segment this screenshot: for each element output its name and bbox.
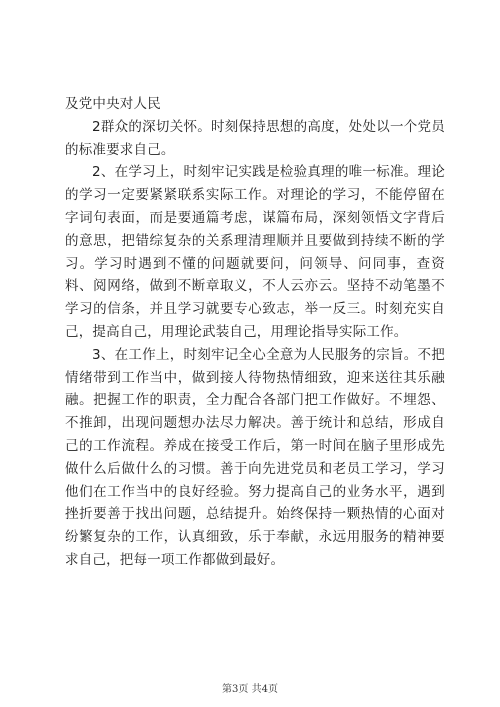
page-footer: 第3页 共4页 xyxy=(222,684,278,695)
paragraph-item-2-intro: 2群众的深切关怀。时刻保持思想的高度，处处以一个党员的标准要求自己。 xyxy=(65,118,445,158)
paragraph-study: 2、在学习上，时刻牢记实践是检验真理的唯一标准。理论的学习一定要紧紧联系实际工作。对理论的学习，不能停留在字词句表面，而是要通篇考虑，谋篇布局，深刻领悟文字背后的意思，把错综复杂的关系理清理顺并且要做到持续不断的学习。学习时遇到不懂的问题就要问，问领导、问同事，查资料、阅网络，做到不断章取义，不人云亦云。坚持不动笔墨不学习的信条，并且学习就要专心致志，举一反三。时刻充实自己，提高自己，用理论武装自己，用理论指导实际工作。 xyxy=(65,164,445,340)
paragraph-work: 3、在工作上，时刻牢记全心全意为人民服务的宗旨。不把情绪带到工作当中，做到接人待物热情细致，迎来送往其乐融融。把握工作的职责，全力配合各部门把工作做好。不埋怨、不推卸，出现问题想办法尽力解决。善于统计和总结，形成自己的工作流程。养成在接受工作后，第一时间在脑子里形成先做什么后做什么的习惯。善于向先进党员和老员工学习，学习他们在工作当中的良好经验。努力提高自己的业务水平，遇到挫折要善于找出问题，总结提升。始终保持一颗热情的心面对纷繁复杂的工作，认真细致，乐于奉献，永远用服务的精神要求自己，把每一项工作都做到最好。 xyxy=(65,346,445,568)
paragraph-continuation: 及党中央对人民 xyxy=(65,96,161,112)
document-body xyxy=(65,93,445,572)
